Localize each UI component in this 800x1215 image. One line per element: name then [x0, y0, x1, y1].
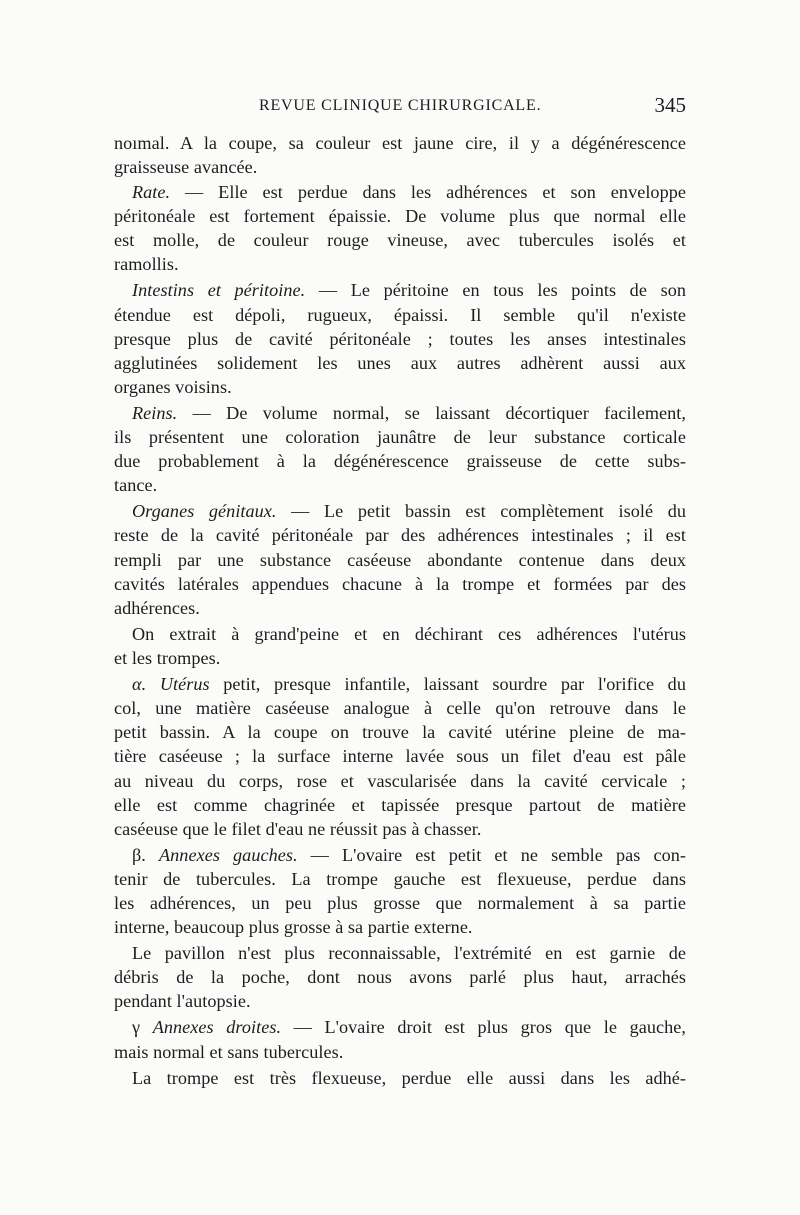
running-header [114, 93, 688, 123]
paragraph-annexes-gauches: β. Annexes gauches. — L'ovaire est petit et ne semble pas con- [132, 845, 686, 865]
text-line: organes voisins. [114, 377, 232, 397]
text-line: presque plus de cavité péritonéale ; toutes les anses intestinales [114, 329, 686, 349]
text-line: tance. [114, 475, 158, 495]
paragraph-annexes-droites: γ Annexes droites. — L'ovaire droit est plus gros que le gauche, [132, 1017, 686, 1037]
text-line: étendue est dépoli, rugueux, épaissi. Il semble qu'il n'existe [114, 305, 686, 325]
rubric-title: Intestins et péritoine. [132, 280, 306, 300]
text-line: due probablement à la dégénérescence graisseuse de cette subs- [114, 451, 686, 471]
paragraph-uterus: α. Utérus petit, presque infantile, laissant sourdre par l'orifice du [132, 674, 686, 694]
text-line: elle est comme chagrinée et tapissée presque partout de matière [114, 795, 686, 815]
text-line: interne, beaucoup plus grosse à sa partie externe. [114, 917, 473, 937]
text-line: péritonéale est fortement épaissie. De volume plus que normal elle [114, 206, 686, 226]
text-line: mais normal et sans tubercules. [114, 1042, 344, 1062]
paragraph-extraction: On extrait à grand'peine et en déchirant ces adhérences l'utérus [132, 624, 686, 644]
rubric-title: Reins. [132, 403, 178, 423]
text-line: rempli par une substance caséeuse abondante contenue dans deux [114, 550, 686, 570]
page-number: 345 [654, 93, 686, 117]
rubric-title: Annexes droites. [152, 1017, 282, 1037]
text-line: caséeuse que le filet d'eau ne réussit pas à chasser. [114, 819, 482, 839]
text-line: noımal. A la coupe, sa couleur est jaune cire, il y a dégénérescence [114, 133, 686, 153]
text-line: tière caséeuse ; la surface interne lavée sous un filet d'eau est pâle [114, 746, 686, 766]
rubric-title: Utérus [159, 674, 210, 694]
text-line: agglutinées solidement les unes aux autres adhèrent aussi aux [114, 353, 686, 373]
paragraph-intestins: Intestins et péritoine. — Le péritoine en tous les points de son [132, 280, 686, 300]
text-line: cavités latérales appendues chacune à la trompe et formées par des [114, 574, 686, 594]
text-line: tenir de tubercules. La trompe gauche est flexueuse, perdue dans [114, 869, 686, 889]
rubric-title: Organes génitaux. [132, 501, 277, 521]
text-line: pendant l'autopsie. [114, 991, 251, 1011]
paragraph-pavillon: Le pavillon n'est plus reconnaissable, l'extrémité en est garnie de [132, 943, 686, 963]
list-marker: γ [132, 1017, 141, 1037]
text-line: reste de la cavité péritonéale par des adhérences intestinales ; il est [114, 525, 686, 545]
paragraph-rate: Rate. — Elle est perdue dans les adhérences et son enveloppe [132, 182, 686, 202]
text-line: est molle, de couleur rouge vineuse, avec tubercules isolés et [114, 230, 686, 250]
text-line: débris de la poche, dont nous avons parlé plus haut, arrachés [114, 967, 686, 987]
text-line: adhérences. [114, 598, 200, 618]
text-line: graisseuse avancée. [114, 157, 258, 177]
list-marker: β. [132, 845, 146, 865]
text-line: au niveau du corps, rose et vascularisée dans la cavité cervicale ; [114, 771, 686, 791]
running-title: REVUE CLINIQUE CHIRURGICALE. [259, 97, 542, 114]
text-line: les adhérences, un peu plus grosse que normalement à sa partie [114, 893, 686, 913]
paragraph-trompe-droite: La trompe est très flexueuse, perdue elle aussi dans les adhé- [132, 1068, 686, 1088]
text-line: et les trompes. [114, 648, 221, 668]
text-line: ils présentent une coloration jaunâtre de leur substance corticale [114, 427, 686, 447]
paragraph-reins: Reins. — De volume normal, se laissant décortiquer facilement, [132, 403, 686, 423]
rubric-title: Annexes gauches. [159, 845, 298, 865]
paragraph-organes: Organes génitaux. — Le petit bassin est complètement isolé du [132, 501, 686, 521]
text-line: petit bassin. A la coupe on trouve la cavité utérine pleine de ma- [114, 722, 686, 742]
text-line: col, une matière caséeuse analogue à celle qu'on retrouve dans le [114, 698, 686, 718]
text-line: ramollis. [114, 254, 179, 274]
rubric-title: Rate. [132, 182, 171, 202]
list-marker: α. [132, 674, 147, 694]
